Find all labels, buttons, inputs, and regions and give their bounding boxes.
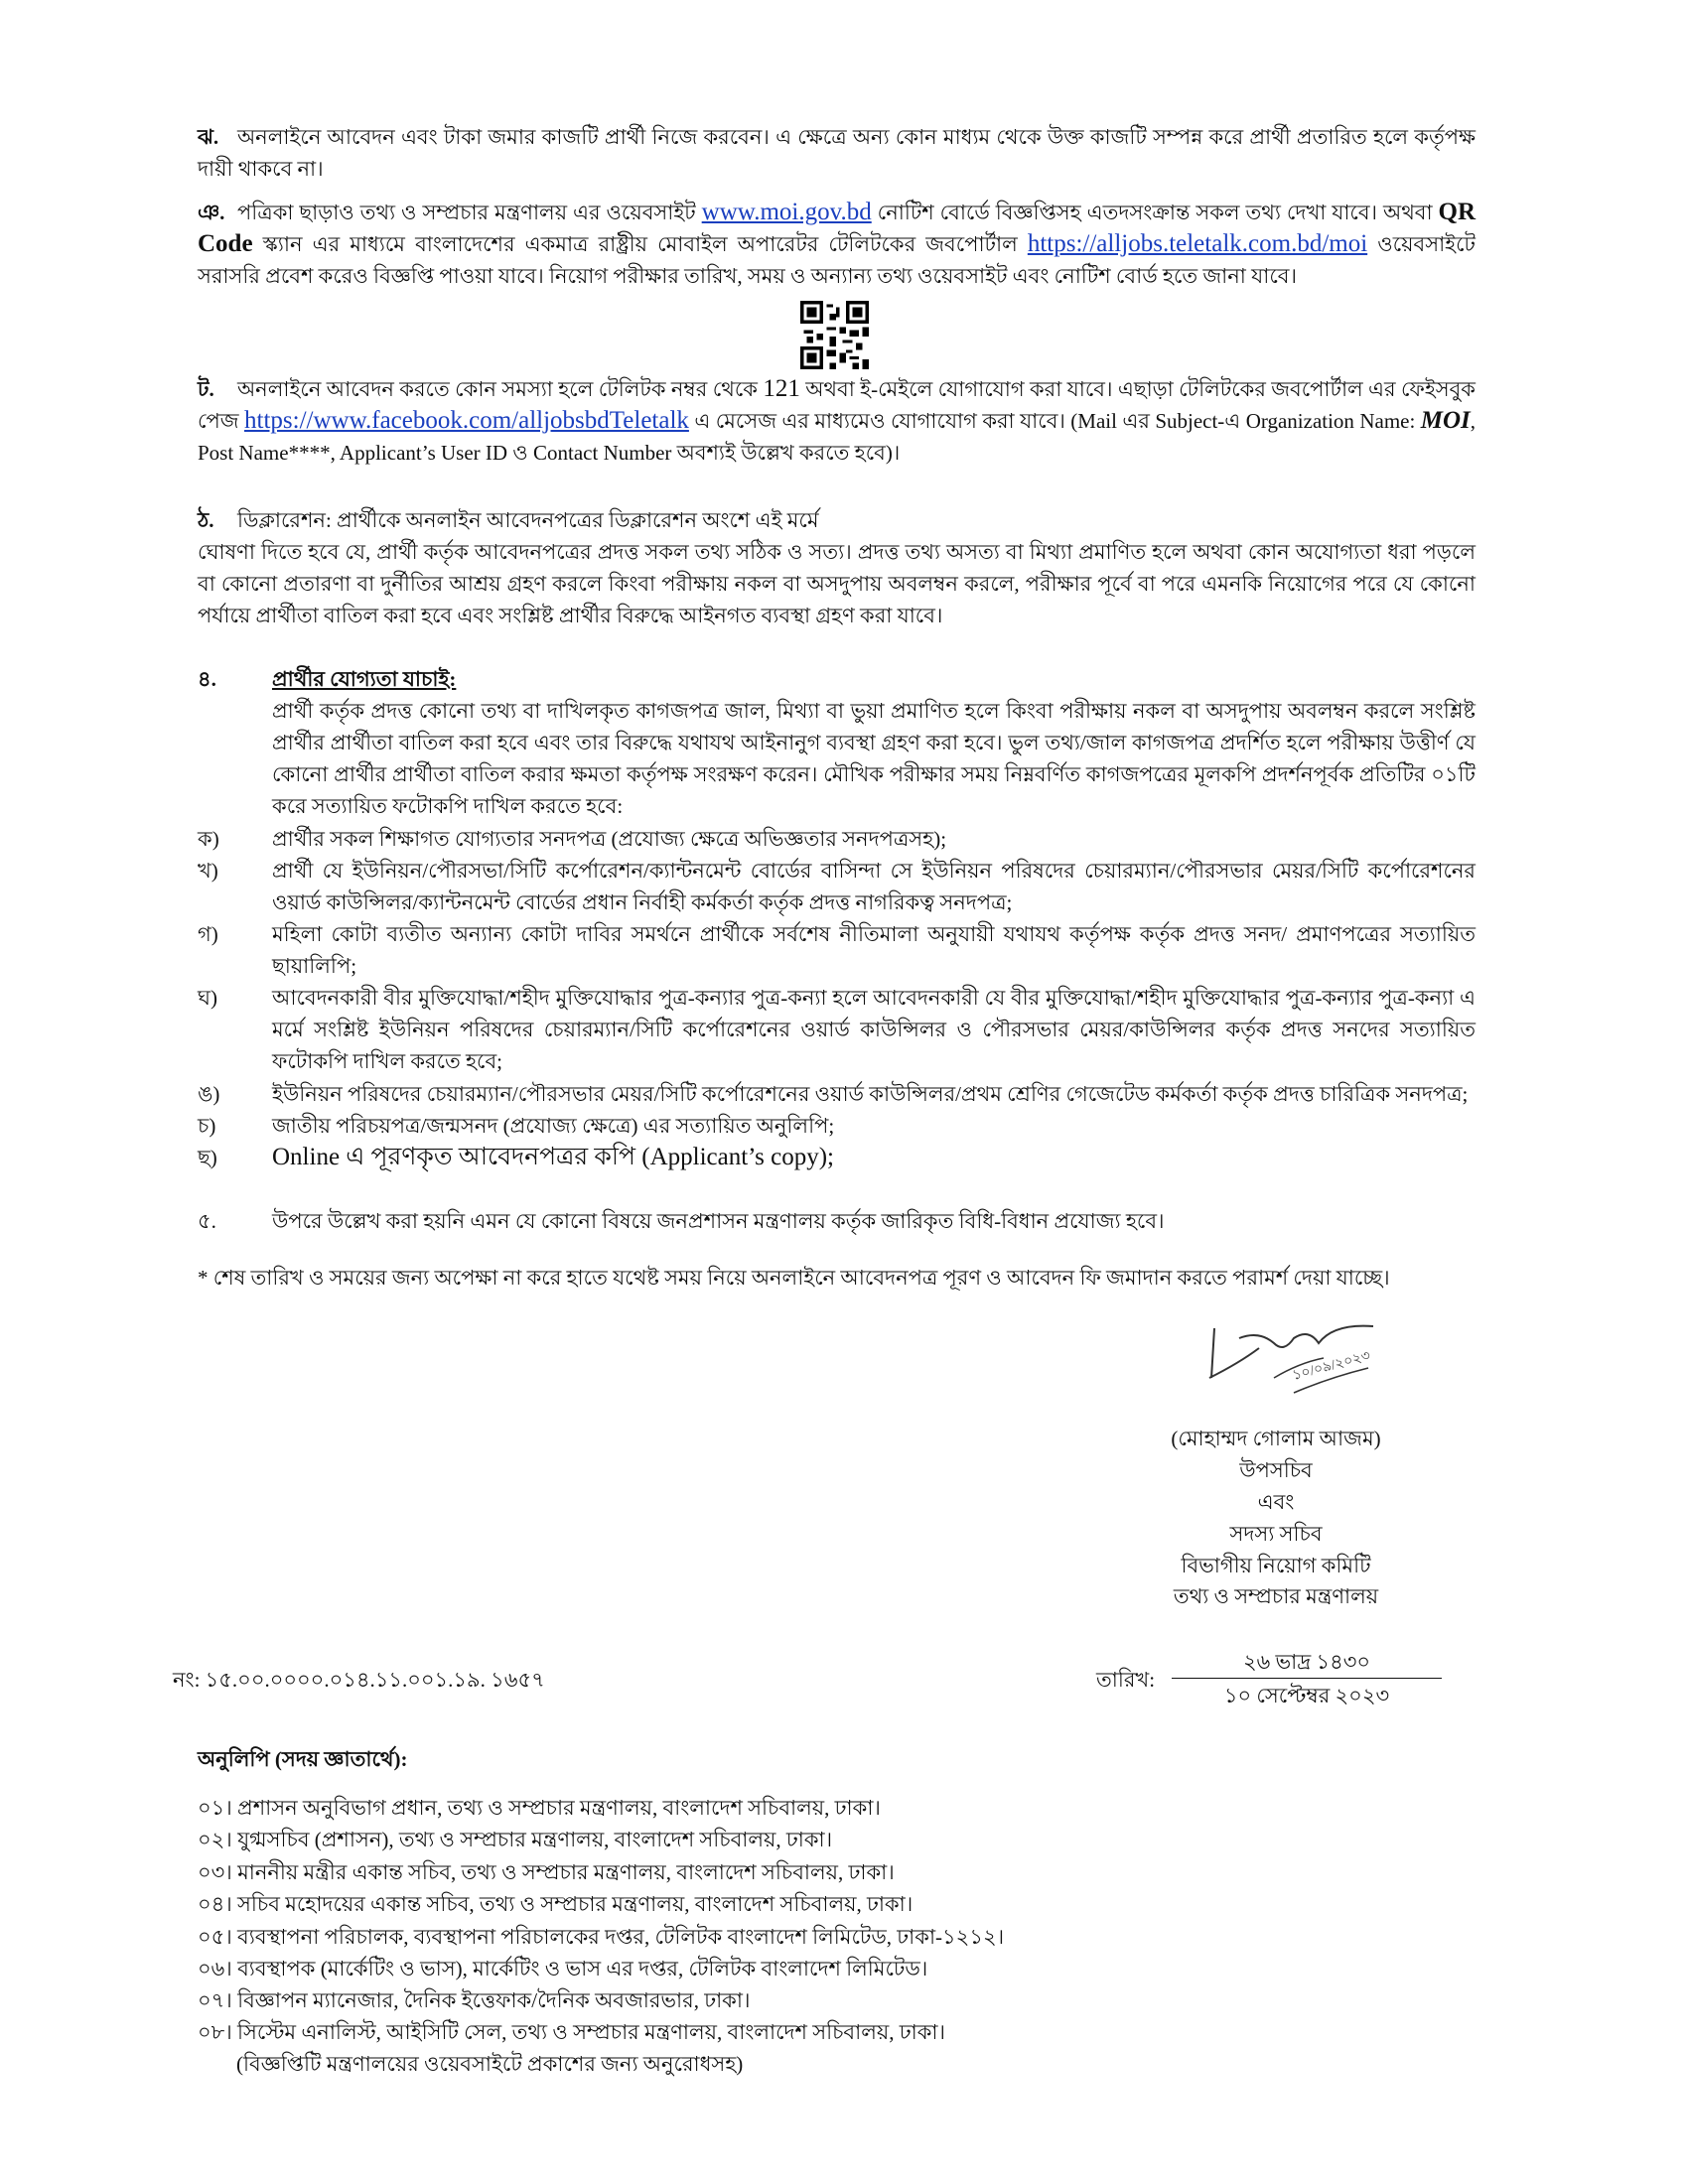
section-text: ওয়েবসাইটে সরাসরি প্রবেশ করেও বিজ্ঞপ্তি পাওয়া যাবে। নিয়োগ পরীক্ষার তারিখ, সময় ও অন্যান্য তথ্য ওয়েবসাইট এবং নোটিশ বোর্ড হতে জানা যাবে।: [198, 232, 1476, 288]
section-label: ঞ.: [198, 201, 225, 224]
section-text: পত্রিকা ছাড়াও তথ্য ও সম্প্রচার মন্ত্রণালয় এর ওয়েবসাইট: [237, 201, 696, 224]
date-english: ১০ সেপ্টেম্বর ২০২৩: [1223, 1684, 1390, 1707]
copy-recipient: ০২। যুগ্মসচিব (প্রশাসন), তথ্য ও সম্প্রচার মন্ত্রণালয়, বাংলাদেশ সচিবালয়, ঢাকা।: [198, 1828, 833, 1851]
copy-recipient: ০৫। ব্যবস্থাপনা পরিচালক, ব্যবস্থাপনা পরিচালকের দপ্তর, টেলিটক বাংলাদেশ লিমিটেড, ঢাকা-১২১২।: [198, 1925, 1005, 1949]
facebook-page-link[interactable]: https://www.facebook.com/alljobsbdTeletalk: [244, 407, 689, 434]
advisory-note: * শেষ তারিখ ও সময়ের জন্য অপেক্ষা না করে হাতে যথেষ্ট সময় নিয়ে অনলাইনে আবেদনপত্র পূরণ ও আবেদন ফি জমাদান করতে পরামর্শ দেয়া যাচ্ছে।: [198, 1266, 1390, 1290]
section-heading: প্রার্থীর যোগ্যতা যাচাই:: [272, 667, 457, 691]
signatory-conjunction: এবং: [1257, 1490, 1295, 1514]
item-label: গ): [198, 922, 218, 946]
copy-recipient: ০৩। মাননীয় মন্ত্রীর একান্ত সচিব, তথ্য ও সম্প্রচার মন্ত্রণালয়, বাংলাদেশ সচিবালয়, ঢাকা।: [198, 1860, 895, 1884]
section-tha: [198, 504, 1476, 631]
item-label: ক): [198, 827, 219, 851]
section-text: নোটিশ বোর্ডে বিজ্ঞপ্তিসহ এতদসংক্রান্ত সকল তথ্য দেখা যাবে। অথবা: [877, 201, 1433, 224]
section-jha: [198, 121, 1476, 185]
section-nya: [198, 197, 1476, 292]
signatory-role: সদস্য সচিব: [1229, 1522, 1323, 1546]
copy-recipient: ০৭। বিজ্ঞাপন ম্যানেজার, দৈনিক ইত্তেফাক/দৈনিক অবজারভার, ঢাকা।: [198, 1988, 751, 2012]
section-text: স্ক্যান এর মাধ্যমে বাংলাদেশের একমাত্র রাষ্ট্রীয় মোবাইল অপারেটর টেলিটকের জবপোর্টাল: [262, 232, 1018, 256]
signatory-committee: বিভাগীয় নিয়োগ কমিটি: [1181, 1554, 1371, 1577]
signatory-name: (মোহাম্মদ গোলাম আজম): [1171, 1427, 1381, 1450]
section-four: [272, 663, 1476, 822]
section-label: ঝ.: [198, 125, 219, 149]
copy-sub-note: (বিজ্ঞপ্তিটি মন্ত্রণালয়ের ওয়েবসাইটে প্রকাশের জন্য অনুরোধসহ): [236, 2052, 744, 2076]
date-label: তারিখ:: [1096, 1668, 1156, 1692]
document-item: মহিলা কোটা ব্যতীত অন্যান্য কোটা দাবির সমর্থনে প্রার্থীকে সর্বশেষ নীতিমালা অনুযায়ী যথাযথ কর্তৃপক্ষ কর্তৃক প্রদত্ত সনদ/ প্রমাণপত্রের সত্যায়িত ছায়ালিপি;: [272, 922, 1476, 978]
section-text: অনলাইনে আবেদন এবং টাকা জমার কাজটি প্রার্থী নিজে করবেন। এ ক্ষেত্রে অন্য কোন মাধ্যম থেকে উক্ত কাজটি সম্পন্ন করে প্রার্থী প্রতারিত হলে কর্তৃপক্ষ দায়ী থাকবে না।: [198, 125, 1476, 181]
document-item: প্রার্থী যে ইউনিয়ন/পৌরসভা/সিটি কর্পোরেশন/ক্যান্টনমেন্ট বোর্ডের বাসিন্দা সে ইউনিয়ন পরিষদের চেয়ারম্যান/পৌরসভার মেয়র/সিটি কর্পোরেশনের ওয়ার্ড কাউন্সিলর/ক্যান্টনমেন্ট বোর্ডের প্রধান নির্বাহী কর্মকর্তা কর্তৃক প্রদত্ত নাগরিকত্ব সনদপত্র;: [272, 859, 1476, 914]
item-label: চ): [198, 1114, 216, 1138]
organization-name: MOI: [1420, 407, 1471, 434]
section-text: অনলাইনে আবেদন করতে কোন সমস্যা হলে টেলিটক নম্বর থেকে: [237, 377, 758, 401]
document-item: আবেদনকারী বীর মুক্তিযোদ্ধা/শহীদ মুক্তিযোদ্ধার পুত্র-কন্যার পুত্র-কন্যা হলে আবেদনকারী যে বীর মুক্তিযোদ্ধা/শহীদ মুক্তিযোদ্ধার পুত্র-কন্যার পুত্র-কন্যা এ মর্মে সংশ্লিষ্ট ইউনিয়ন পরিষদের চেয়ারম্যান/সিটি কর্পোরেশনের ওয়ার্ড কাউন্সিলর ও পৌরসভার মেয়র/কাউন্সিলর কর্তৃক প্রদত্ত সনদের সত্যায়িত ফটোকপি দাখিল করতে হবে;: [272, 986, 1476, 1073]
handwritten-signature: [1199, 1308, 1388, 1408]
section-text: ঘোষণা দিতে হবে যে, প্রার্থী কর্তৃক আবেদনপত্রের প্রদত্ত সকল তথ্য সঠিক ও সত্য। প্রদত্ত তথ্য অসত্য বা মিথ্যা প্রমাণিত হলে অথবা কোন অযোগ্যতা ধরা পড়লে বা কোনো প্রতারণা বা দুর্নীতির আশ্রয় গ্রহণ করলে কিংবা পরীক্ষায় নকল বা অসদুপায় অবলম্বন করলে, পরীক্ষার পূর্বে বা পরে এমনকি নিয়োগের পরে যে কোনো পর্যায়ে প্রার্থীতা বাতিল করা হবে এবং সংশ্লিষ্ট প্রার্থীর বিরুদ্ধে আইনগত ব্যবস্থা গ্রহণ করা যাবে।: [198, 540, 1476, 627]
item-label: খ): [198, 859, 218, 883]
reference-number: নং: ১৫.০০.০০০০.০১৪.১১.০০১.১৯. ১৬৫৭: [173, 1668, 545, 1692]
signatory-designation: উপসচিব: [1239, 1458, 1313, 1482]
copy-recipient: ০৪। সচিব মহোদয়ের একান্ত সচিব, তথ্য ও সম্প্রচার মন্ত্রণালয়, বাংলাদেশ সচিবালয়, ঢাকা।: [198, 1892, 914, 1916]
moi-website-link[interactable]: www.moi.gov.bd: [701, 199, 872, 225]
helpline-number: 121: [763, 375, 800, 402]
date-divider: [1172, 1678, 1442, 1679]
section-text: প্রার্থী কর্তৃক প্রদত্ত কোনো তথ্য বা দাখিলকৃত কাগজপত্র জাল, মিথ্যা বা ভুয়া প্রমাণিত হলে কিংবা পরীক্ষায় নকল বা অসদুপায় অবলম্বন করলে সংশ্লিষ্ট প্রার্থীর প্রার্থীতা বাতিল করা হবে এবং তার বিরুদ্ধে যথাযথ আইনানুগ ব্যবস্থা গ্রহণ করা হবে। ভুল তথ্য/জাল কাগজপত্র প্রদর্শিত হলে পরীক্ষায় উত্তীর্ণ যে কোনো প্রার্থীর প্রার্থীতা বাতিল করার ক্ষমতা কর্তৃপক্ষ সংরক্ষণ করেন। মৌখিক পরীক্ষার সময় নিম্নবর্ণিত কাগজপত্রের মূলকপি প্রদর্শনপূর্বক প্রতিটির ০১টি করে সত্যায়িত ফটোকপি দাখিল করতে হবে:: [272, 699, 1476, 818]
section-text: অথবা ই-মেইলে যোগাযোগ করা যাবে। এছাড়া টেলিটকের জবপোর্টাল এর ফেইসবুক পেজ: [198, 377, 1477, 433]
copy-recipient: ০৬। ব্যবস্থাপক (মার্কেটিং ও ভাস), মার্কেটিং ও ভাস এর দপ্তর, টেলিটক বাংলাদেশ লিমিটেড।: [198, 1957, 928, 1980]
section-text: ডিক্লারেশন: প্রার্থীকে অনলাইন আবেদনপত্রের ডিক্লারেশন অংশে এই মর্মে: [237, 508, 819, 532]
section-five: উপরে উল্লেখ করা হয়নি এমন যে কোনো বিষয়ে জনপ্রশাসন মন্ত্রণালয় কর্তৃক জারিকৃত বিধি-বিধান প্রযোজ্য হবে।: [272, 1209, 1165, 1233]
section-label: ঠ.: [198, 508, 214, 532]
section-ta: [198, 373, 1476, 469]
copy-recipient: ০৮। সিস্টেম এনালিস্ট, আইসিটি সেল, তথ্য ও সম্প্রচার মন্ত্রণালয়, বাংলাদেশ সচিবালয়, ঢাকা।: [198, 2020, 945, 2044]
item-label: ছ): [198, 1146, 217, 1169]
section-label: ট.: [198, 377, 214, 401]
section-text: এ মেসেজ এর মাধ্যমেও যোগাযোগ করা যাবে। (Mail এর Subject-এ Organization Name:: [694, 409, 1416, 433]
signature-date: ১০/০৯/২০২৩: [1291, 1348, 1372, 1384]
qr-code-label: QR Code: [198, 199, 1477, 257]
document-item: ইউনিয়ন পরিষদের চেয়ারম্যান/পৌরসভার মেয়র/সিটি কর্পোরেশনের ওয়ার্ড কাউন্সিলর/প্রথম শ্রেণির গেজেটেড কর্মকর্তা কর্তৃক প্রদত্ত চারিত্রিক সনদপত্র;: [272, 1082, 1469, 1106]
document-item: প্রার্থীর সকল শিক্ষাগত যোগ্যতার সনদপত্র (প্রযোজ্য ক্ষেত্রে অভিজ্ঞতার সনদপত্রসহ);: [272, 827, 947, 851]
document-item: Online এ পূরণকৃত আবেদনপত্রর কপি (Applicant’s copy);: [272, 1144, 834, 1170]
signatory-ministry: তথ্য ও সম্প্রচার মন্ত্রণালয়: [1173, 1584, 1379, 1608]
copy-recipient: ০১। প্রশাসন অনুবিভাগ প্রধান, তথ্য ও সম্প্রচার মন্ত্রণালয়, বাংলাদেশ সচিবালয়, ঢাকা।: [198, 1796, 881, 1820]
document-item: জাতীয় পরিচয়পত্র/জন্মসনদ (প্রযোজ্য ক্ষেত্রে) এর সত্যায়িত অনুলিপি;: [272, 1114, 835, 1138]
qr-code-image[interactable]: [800, 301, 869, 369]
section-text: , Post Name****, Applicant’s User ID ও Contact Number অবশ্যই উল্লেখ করতে হবে)।: [198, 409, 1477, 465]
section-number: ৫.: [198, 1209, 216, 1233]
copies-heading: অনুলিপি (সদয় জ্ঞাতার্থে):: [198, 1747, 408, 1771]
section-number: ৪.: [198, 667, 216, 691]
date-bangla: ২৬ ভাদ্র ১৪৩০: [1242, 1650, 1371, 1674]
item-label: ঙ): [198, 1082, 220, 1106]
teletalk-jobs-link[interactable]: https://alljobs.teletalk.com.bd/moi: [1027, 230, 1368, 257]
item-label: ঘ): [198, 986, 217, 1010]
